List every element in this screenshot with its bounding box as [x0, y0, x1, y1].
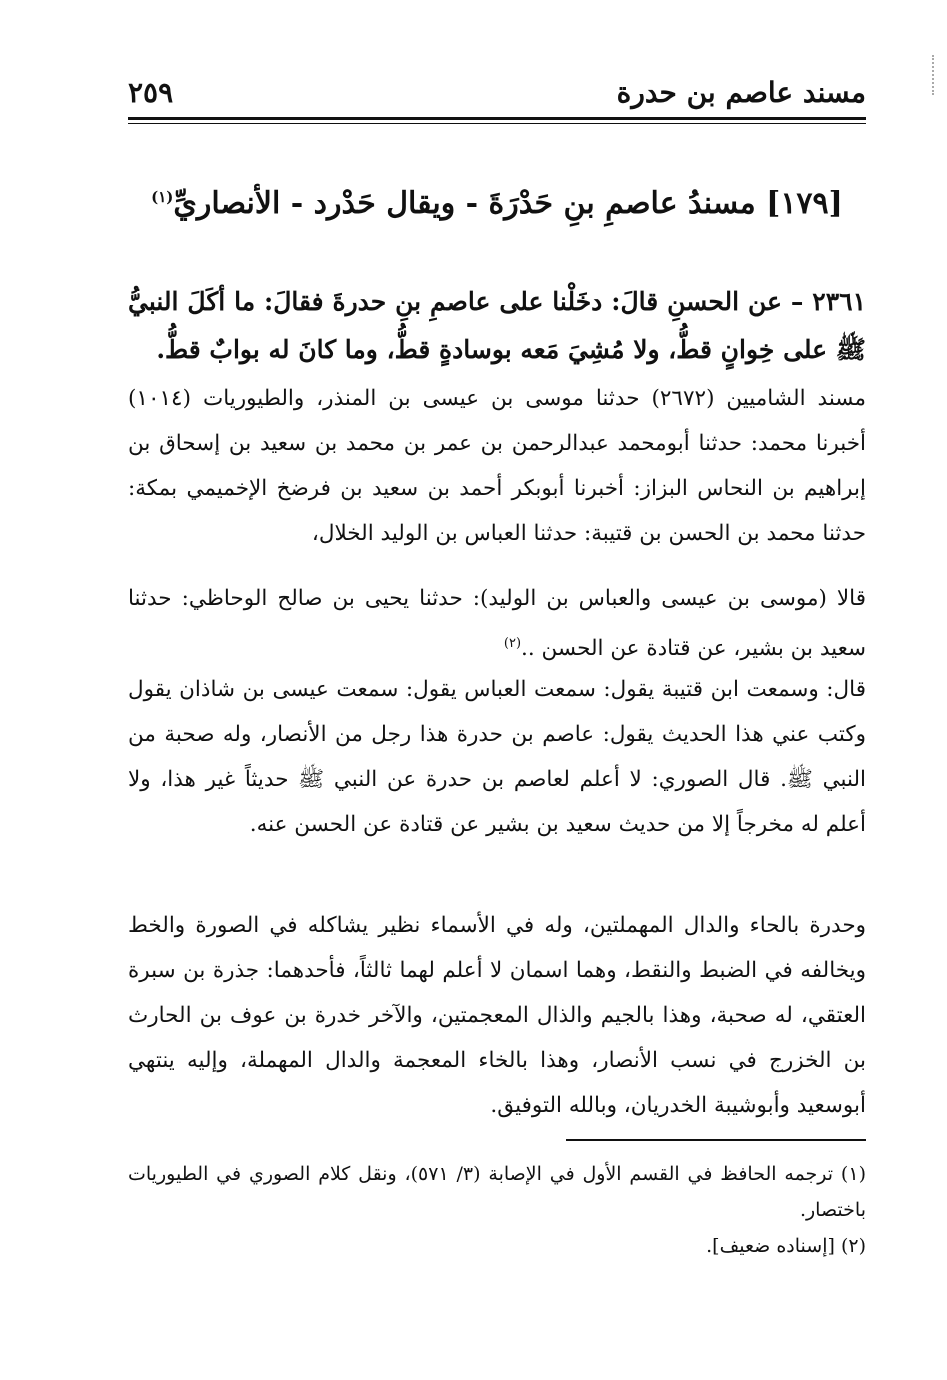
page-number: ٢٥٩: [128, 76, 174, 109]
page-header: [128, 72, 866, 112]
footnote-text: ترجمه الحافظ في القسم الأول في الإصابة (٣/ ٥٧١)، ونقل كلام الصوري في الطيوريات باختصار.: [128, 1163, 866, 1221]
margin-mark: [932, 55, 936, 95]
paragraph-isnad-2-text: قالا (موسى بن عيسى والعباس بن الوليد): حدثنا يحيى بن صالح الوحاظي: حدثنا سعيد بن بشير، عن قتادة عن الحسن ..: [128, 586, 866, 662]
header-rule-thin: [128, 123, 866, 124]
paragraph-isnad-2: [128, 576, 866, 671]
footnote-item: [128, 1156, 866, 1228]
hadith-text: ٢٣٦١ – عن الحسنِ قالَ: دخَلْنا على عاصمِ بنِ حدرةَ فقالَ: ما أكَلَ النبيُّ ﷺ على خِوانٍ قطُّ، ولا مُشِيَ مَعه بوسادةٍ قطُّ، وما كانَ له بوابٌ قطُّ.: [128, 287, 866, 364]
header-rule-thick: [128, 117, 866, 120]
footnote-marker: (٢): [840, 1235, 866, 1257]
paragraph-commentary: قال: وسمعت ابن قتيبة يقول: سمعت العباس يقول: سمعت عيسى بن شاذان يقول وكتب عني هذا الحديث يقول: عاصم بن حدرة هذا رجل من الأنصار، وله صحبة من النبي ﷺ. قال الصوري: لا أعلم لعاصم بن حدرة عن النبي ﷺ حديثاً غير هذا، ولا أعلم له مخرجاً إلا من حديث سعيد بن بشير عن قتادة عن الحسن عنه.: [128, 677, 866, 837]
section-heading-text: [١٧٩] مسندُ عاصمِ بنِ حَدْرَةَ - ويقال حَدْرد - الأنصاريِّ: [173, 186, 843, 221]
paragraph-footnote-ref: (٢): [503, 636, 522, 651]
footnote-marker: (١): [840, 1163, 866, 1185]
running-title: مسند عاصم بن حدرة: [616, 76, 866, 109]
paragraph-isnad-1: مسند الشاميين (٢٦٧٢) حدثنا موسى بن عيسى بن المنذر، والطيوريات (١٠١٤) أخبرنا محمد: حدثنا أبومحمد عبدالرحمن بن عمر بن محمد بن سعيد بن إسحاق بن إبراهيم بن النحاس البزاز: أخبرنا أبوبكر أحمد بن سعيد بن فرضخ الإخميمي بمكة: حدثنا محمد بن الحسن بن قتيبة: حدثنا العباس بن الوليد الخلال،: [128, 386, 866, 546]
footnote-text: [إسناده ضعيف].: [706, 1235, 835, 1257]
paragraph-name-note: وحدرة بالحاء والدال المهملتين، وله في الأسماء نظير يشاكله في الصورة والخط ويخالفه في الضبط والنقط، وهما اسمان لا أعلم لهما ثالثاً، فأحدهما: جذرة بن سبرة العتقي، له صحبة، وهذا بالجيم والذال المعجمتين، والآخر خدرة بن عوف بن الحارث بن الخزرج في نسب الأنصار، وهذا بالخاء المعجمة والدال المهملة، وإليه ينتهي أبوسعيد وأبوشيبة الخدريان، وبالله التوفيق.: [128, 913, 866, 1118]
section-heading: [128, 186, 866, 221]
section-footnote-ref: (١): [151, 188, 174, 206]
footnote-separator: [566, 1139, 866, 1141]
footnote-item: [128, 1228, 866, 1264]
footnotes: [128, 1156, 866, 1264]
